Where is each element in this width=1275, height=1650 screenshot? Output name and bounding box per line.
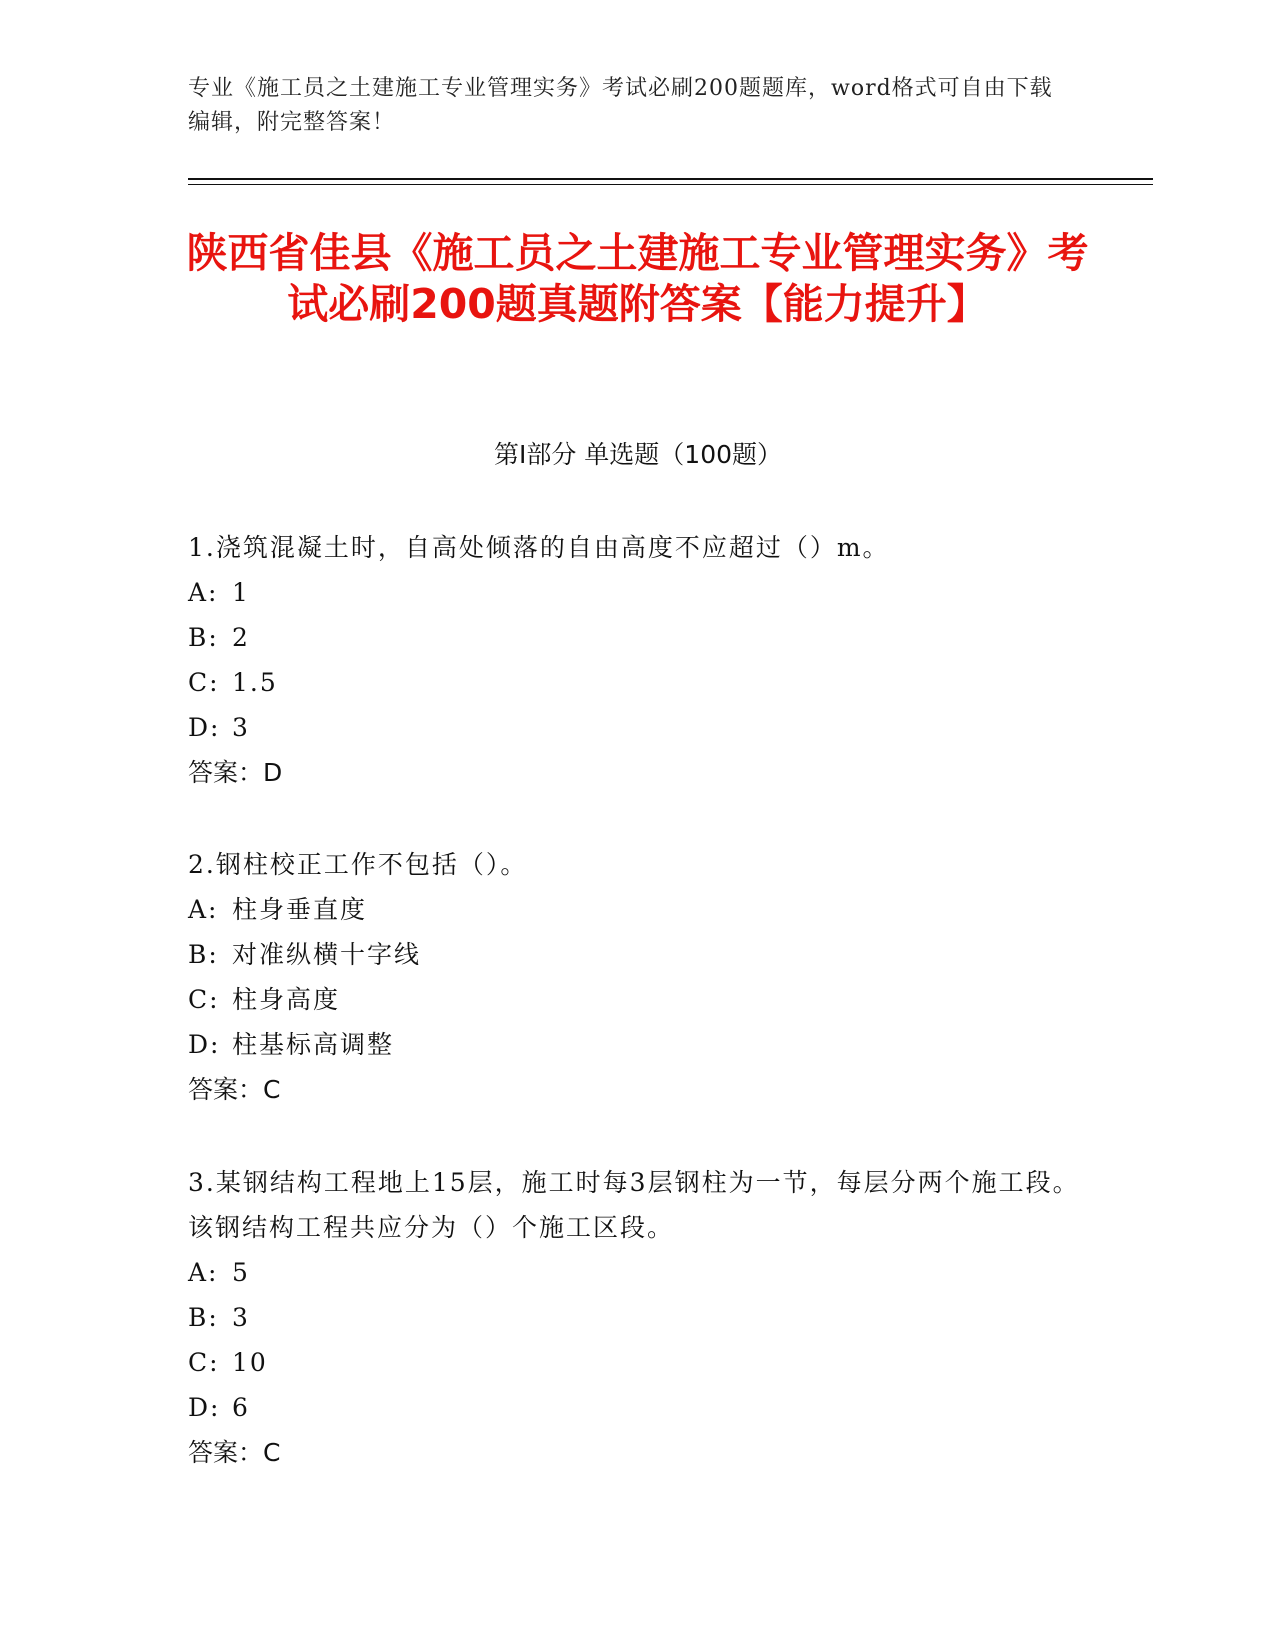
question-1 [188, 525, 1088, 795]
option-letter: B: [188, 1303, 219, 1332]
option-text: 柱身垂直度 [232, 895, 368, 924]
option-text: 10 [232, 1348, 268, 1377]
question-stem: 2.钢柱校正工作不包括（）。 [188, 850, 528, 879]
option-letter: A: [188, 578, 219, 607]
document-title: 陕西省佳县《施工员之土建施工专业管理实务》考试必刷200题真题附答案【能力提升】 [186, 229, 1089, 328]
option-a [188, 1250, 1088, 1295]
section-heading: 第I部分 单选题（100题） [493, 440, 783, 469]
option-c [188, 977, 1088, 1022]
answer: 答案：C [188, 1438, 281, 1467]
option-c [188, 660, 1088, 705]
option-letter: A: [188, 895, 219, 924]
answer: 答案：C [188, 1075, 281, 1104]
question-stem: 1.浇筑混凝土时，自高处倾落的自由高度不应超过（）m。 [188, 533, 890, 562]
option-d [188, 1385, 1088, 1430]
question-stem: 3.某钢结构工程地上15层，施工时每3层钢柱为一节，每层分两个施工段。该钢结构工程共应分为（）个施工区段。 [188, 1168, 1080, 1242]
option-text: 1 [232, 578, 250, 607]
option-text: 3 [232, 713, 250, 742]
option-letter: C: [188, 1348, 220, 1377]
option-c [188, 1340, 1088, 1385]
question-3 [188, 1160, 1088, 1475]
option-letter: D: [188, 713, 221, 742]
option-letter: A: [188, 1258, 219, 1287]
option-b [188, 932, 1088, 977]
option-letter: D: [188, 1393, 221, 1422]
option-a [188, 887, 1088, 932]
option-text: 1.5 [232, 668, 278, 697]
option-text: 柱基标高调整 [232, 1030, 395, 1059]
option-text: 柱身高度 [232, 985, 341, 1014]
option-letter: B: [188, 623, 219, 652]
header-divider-thin [188, 184, 1153, 185]
option-b [188, 615, 1088, 660]
option-text: 3 [232, 1303, 250, 1332]
option-text: 对准纵横十字线 [232, 940, 422, 969]
option-text: 5 [232, 1258, 250, 1287]
option-d [188, 1022, 1088, 1067]
answer: 答案：D [188, 758, 283, 787]
option-a [188, 570, 1088, 615]
option-b [188, 1295, 1088, 1340]
header-divider-thick [188, 178, 1153, 180]
option-letter: C: [188, 668, 220, 697]
option-d [188, 705, 1088, 750]
option-text: 2 [232, 623, 250, 652]
option-letter: D: [188, 1030, 221, 1059]
option-letter: B: [188, 940, 219, 969]
option-text: 6 [232, 1393, 250, 1422]
header-note: 专业《施工员之土建施工专业管理实务》考试必刷200题题库，word格式可自由下载编辑，附完整答案！ [188, 76, 1053, 135]
option-letter: C: [188, 985, 220, 1014]
question-2 [188, 842, 1088, 1112]
